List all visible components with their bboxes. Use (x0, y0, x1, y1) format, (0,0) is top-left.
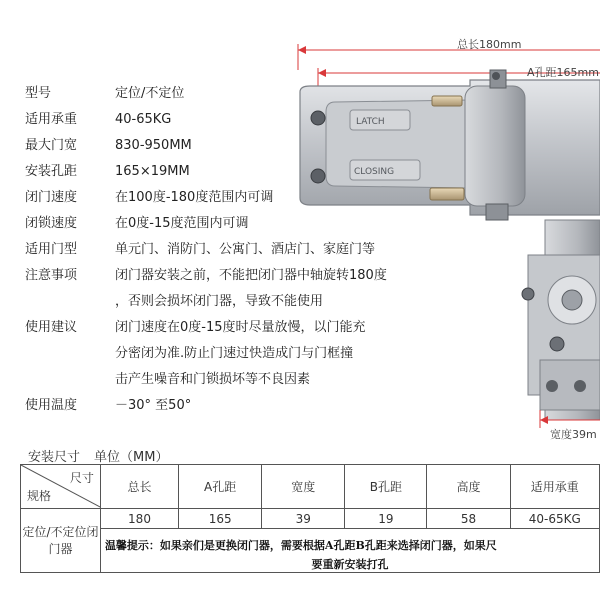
spec-label-closing-speed: 闭门速度 (25, 190, 78, 205)
install-size-title (28, 446, 168, 465)
spec-label-door-width: 最大门宽 (25, 138, 78, 153)
spec-label-temperature: 使用温度 (25, 398, 78, 413)
table-header-total-length: 总长 (100, 465, 178, 509)
spec-label-latch-speed: 闭锁速度 (25, 216, 78, 231)
table-header-load: 适用承重 (510, 465, 599, 509)
spec-value-closing-speed: 在100度-180度范围内可调 (115, 190, 274, 205)
spec-value-advice-cont2: 击产生噪音和门锁损坏等不良因素 (115, 372, 311, 387)
closing-embossing: CLOSING (354, 167, 395, 177)
tip-text-line1: 温馨提示：如果亲们是更换闭门器，需要根据A孔距B孔距来选择闭门器，如果尺 (104, 539, 497, 552)
size-table (20, 464, 600, 573)
spec-value-model: 定位/不定位 (115, 86, 185, 101)
table-header-row (21, 465, 600, 509)
table-row-head: 定位/不定位闭门器 (21, 509, 101, 573)
install-size-heading: 安装尺寸 (28, 450, 81, 465)
table-cell-height: 58 (427, 509, 510, 529)
corner-label-spec: 规格 (27, 489, 52, 503)
table-cell-total-length: 180 (100, 509, 178, 529)
table-corner-cell (21, 465, 101, 509)
table-tip-cell (100, 529, 599, 573)
spec-label-model: 型号 (25, 86, 52, 101)
table-tip-row (21, 529, 600, 573)
spec-value-load: 40-65KG (115, 112, 172, 127)
spec-value-door-width: 830-950MM (115, 138, 192, 153)
a-distance-label: A孔距165mm (527, 66, 599, 79)
spec-value-advice: 闭门速度在0度-15度时尽量放慢，以门能充 (115, 320, 366, 335)
install-size-unit: 单位（MM） (94, 450, 169, 465)
spec-value-notes: 闭门器安装之前，不能把闭门器中轴旋转180度 (115, 268, 387, 283)
spec-label-load: 适用承重 (25, 112, 78, 127)
total-length-label: 总长180mm (457, 38, 522, 51)
table-header-a-distance: A孔距 (179, 465, 262, 509)
spec-label-advice: 使用建议 (25, 320, 78, 335)
corner-label-size: 尺寸 (69, 471, 94, 485)
spec-value-hole-distance: 165×19MM (115, 164, 190, 179)
closer-body (300, 70, 600, 220)
table-header-b-distance: B孔距 (345, 465, 427, 509)
spec-label-door-type: 适用门型 (25, 242, 78, 257)
tip-text-line2: 要重新安装打孔 (311, 558, 389, 571)
table-header-height: 高度 (427, 465, 510, 509)
latch-embossing: LATCH (356, 117, 385, 127)
spec-value-advice-cont1: 分密闭为准.防止门速过快造成门与门框撞 (115, 346, 354, 361)
table-cell-a-distance: 165 (179, 509, 262, 529)
table-header-width: 宽度 (262, 465, 345, 509)
spec-label-notes: 注意事项 (25, 268, 78, 283)
spec-value-notes-cont: ，否则会损坏闭门器，导致不能使用 (115, 294, 324, 309)
spec-value-temperature: －30° 至50° (115, 398, 192, 413)
spec-value-latch-speed: 在0度-15度范围内可调 (115, 216, 249, 231)
table-cell-load: 40-65KG (510, 509, 599, 529)
table-cell-b-distance: 19 (345, 509, 427, 529)
table-row (21, 509, 600, 529)
spec-label-hole-distance: 安装孔距 (25, 164, 78, 179)
table-cell-width: 39 (262, 509, 345, 529)
closer-end-view (522, 220, 600, 420)
width-label: 宽度39m (550, 428, 597, 441)
spec-value-door-type: 单元门、消防门、公寓门、酒店门、家庭门等 (115, 242, 376, 257)
